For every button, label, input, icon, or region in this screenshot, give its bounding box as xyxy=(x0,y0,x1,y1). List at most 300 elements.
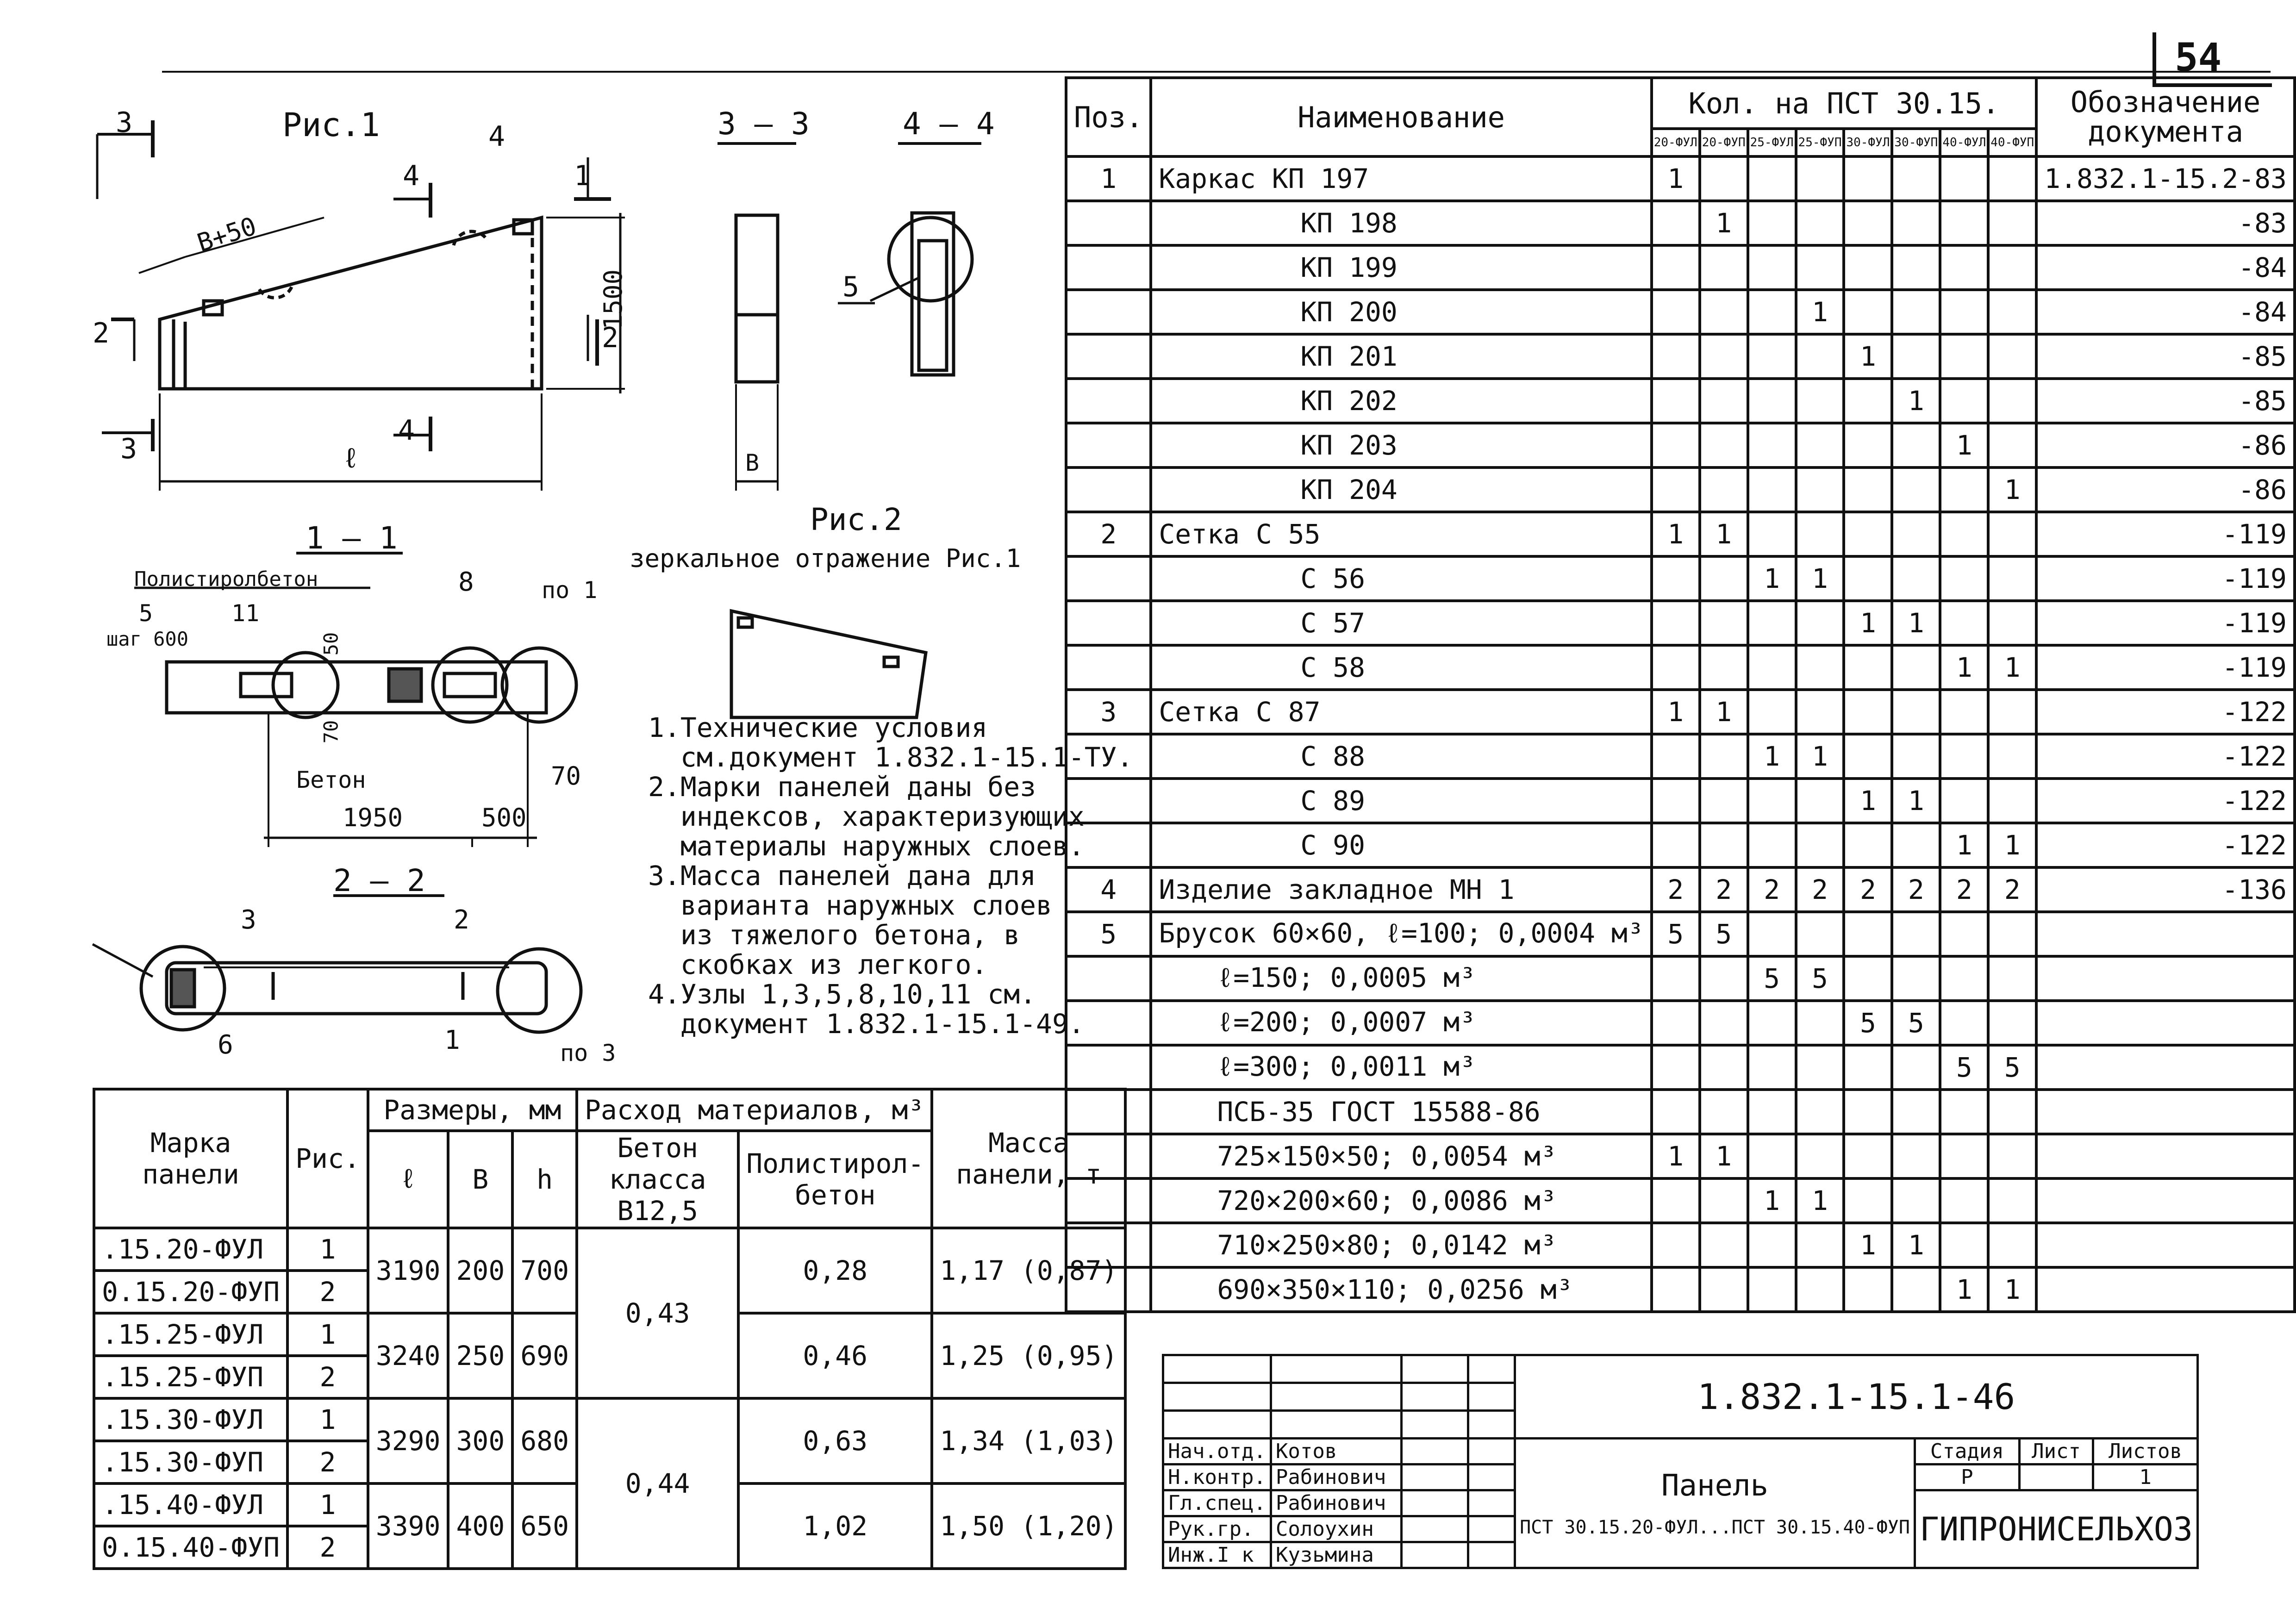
note-line: 4.Узлы 1,3,5,8,10,11 см. xyxy=(648,978,1036,1010)
spec-qty xyxy=(1940,734,1988,779)
org-name: ГИПРОНИСЕЛЬХОЗ xyxy=(1915,1490,2197,1568)
spec-qty xyxy=(1988,512,2036,556)
spec-qty: 1 xyxy=(1700,1134,1748,1178)
spec-qty xyxy=(1652,645,1700,690)
spec-pos: 3 xyxy=(1066,690,1151,734)
spec-pos xyxy=(1066,1045,1151,1090)
spec-qty xyxy=(1988,912,2036,956)
spec-qty: 2 xyxy=(1748,867,1796,912)
spec-row xyxy=(1066,556,2295,601)
spec-qty: 5 xyxy=(1988,1045,2036,1090)
spec-name: КП 202 xyxy=(1151,379,1651,423)
col-h: h xyxy=(512,1131,577,1228)
spec-qty xyxy=(1940,779,1988,823)
dims-poly: 0,28 xyxy=(738,1228,932,1313)
spec-qty xyxy=(1700,1045,1748,1090)
spec-qty xyxy=(1988,423,2036,467)
spec-name: ℓ=200; 0,0007 м³ xyxy=(1151,1001,1651,1045)
spec-qty xyxy=(1892,156,1940,201)
spec-qty xyxy=(1700,1223,1748,1267)
spec-doc: -83 xyxy=(2036,201,2295,245)
dims-concrete: 0,43 xyxy=(577,1228,738,1398)
spec-qty xyxy=(1652,379,1700,423)
spec-qty xyxy=(1940,156,1988,201)
dims-fig: 1 xyxy=(287,1398,368,1441)
spec-qty xyxy=(1844,290,1892,334)
fig1-title: Рис.1 xyxy=(282,106,380,144)
spec-qty xyxy=(1748,512,1796,556)
spec-qty xyxy=(1652,734,1700,779)
spec-qty xyxy=(1700,779,1748,823)
dims-b: 400 xyxy=(448,1483,512,1569)
spec-qty: 1 xyxy=(1748,556,1796,601)
spec-row xyxy=(1066,601,2295,645)
spec-qty xyxy=(1652,601,1700,645)
spec-pos xyxy=(1066,467,1151,512)
fig1-mark-4a: 4 xyxy=(403,160,420,192)
spec-qty xyxy=(1652,290,1700,334)
dims-h: 650 xyxy=(512,1483,577,1569)
spec-name: Изделие закладное МН 1 xyxy=(1151,867,1651,912)
spec-row xyxy=(1066,290,2295,334)
fig1-mark-4b: 4 xyxy=(398,414,415,447)
dims-mark: 0.15.20-ФУП xyxy=(94,1271,287,1313)
spec-qty xyxy=(1988,201,2036,245)
col-mark: Марка панели xyxy=(94,1089,287,1228)
dims-fig: 2 xyxy=(287,1526,368,1569)
dims-row xyxy=(94,1398,1125,1441)
spec-qty xyxy=(1700,601,1748,645)
spec-name: С 89 xyxy=(1151,779,1651,823)
note-line: варианта наружных слоев xyxy=(648,890,1052,921)
tb-cell xyxy=(1468,1411,1515,1439)
spec-doc xyxy=(2036,1001,2295,1045)
spec-qty xyxy=(1940,467,1988,512)
spec-qty: 5 xyxy=(1892,1001,1940,1045)
spec-qty: 1 xyxy=(1988,1267,2036,1312)
dims-b: 200 xyxy=(448,1228,512,1313)
spec-row xyxy=(1066,912,2295,956)
spec-row xyxy=(1066,201,2295,245)
spec-row xyxy=(1066,1267,2295,1312)
spec-qty xyxy=(1748,201,1796,245)
spec-qty xyxy=(1700,334,1748,379)
fig1-dim-1500: 1500 xyxy=(599,269,628,330)
role: Н.контр. xyxy=(1163,1464,1271,1490)
sec22-c2: 2 xyxy=(454,905,469,935)
spec-qty xyxy=(1988,690,2036,734)
spec-qty xyxy=(1940,290,1988,334)
spec-qty xyxy=(1652,1090,1700,1134)
col-sizes: Размеры, мм xyxy=(368,1089,577,1131)
spec-qty: 1 xyxy=(1844,334,1892,379)
title-block xyxy=(1162,1354,2199,1569)
role: Гл.спец. xyxy=(1163,1490,1271,1516)
spec-qty: 1 xyxy=(1844,779,1892,823)
spec-qty xyxy=(1652,423,1700,467)
spec-name: КП 200 xyxy=(1151,290,1651,334)
spec-row xyxy=(1066,379,2295,423)
spec-qty xyxy=(1940,690,1988,734)
sec22-c6: 6 xyxy=(218,1030,233,1060)
spec-qty xyxy=(1892,512,1940,556)
spec-qty xyxy=(1796,423,1844,467)
spec-qty xyxy=(1844,201,1892,245)
dims-mass: 1,25 (0,95) xyxy=(932,1313,1125,1398)
spec-pos xyxy=(1066,734,1151,779)
spec-qty xyxy=(1988,1001,2036,1045)
spec-qty xyxy=(1652,823,1700,867)
spec-doc: -86 xyxy=(2036,467,2295,512)
note-line: 3.Масса панелей дана для xyxy=(648,860,1036,891)
spec-doc: -85 xyxy=(2036,334,2295,379)
spec-qty xyxy=(1700,956,1748,1001)
sheets-label: Листов xyxy=(2093,1439,2198,1464)
spec-qty xyxy=(1796,156,1844,201)
spec-doc xyxy=(2036,1223,2295,1267)
spec-name: С 56 xyxy=(1151,556,1651,601)
spec-qty: 2 xyxy=(1652,867,1700,912)
spec-qty xyxy=(1940,1090,1988,1134)
spec-pos xyxy=(1066,556,1151,601)
tb-cell xyxy=(1468,1383,1515,1411)
spec-row xyxy=(1066,467,2295,512)
spec-qty: 1 xyxy=(1796,734,1844,779)
spec-qty xyxy=(1892,1090,1940,1134)
spec-name: ПСБ-35 ГОСТ 15588-86 xyxy=(1151,1090,1651,1134)
spec-qty xyxy=(1700,1001,1748,1045)
spec-qty xyxy=(1844,512,1892,556)
spec-doc xyxy=(2036,912,2295,956)
spec-qty xyxy=(1844,823,1892,867)
spec-qty xyxy=(1940,379,1988,423)
spec-qty xyxy=(1700,734,1748,779)
spec-qty: 1 xyxy=(1988,467,2036,512)
spec-qty xyxy=(1940,1178,1988,1223)
spec-qty xyxy=(1796,601,1844,645)
spec-qty xyxy=(1748,423,1796,467)
spec-qty xyxy=(1700,645,1748,690)
dims-mark: .15.30-ФУП xyxy=(94,1441,287,1483)
person: Котов xyxy=(1271,1439,1401,1464)
spec-qty xyxy=(1844,1090,1892,1134)
dims-poly: 0,46 xyxy=(738,1313,932,1398)
spec-qty xyxy=(1796,201,1844,245)
spec-qty: 1 xyxy=(1988,823,2036,867)
spec-qty xyxy=(1796,1223,1844,1267)
spec-qty xyxy=(1748,690,1796,734)
spec-qty xyxy=(1844,556,1892,601)
spec-qty xyxy=(1844,734,1892,779)
spec-pos xyxy=(1066,645,1151,690)
spec-qty xyxy=(1700,1267,1748,1312)
tb-cell xyxy=(1163,1355,1271,1383)
spec-pos xyxy=(1066,423,1151,467)
note-line: индексов, характеризующих xyxy=(648,801,1085,832)
sec11-d70a: 70 xyxy=(319,720,343,744)
spec-qty xyxy=(1988,245,2036,290)
spec-qty xyxy=(1892,823,1940,867)
tb-cell xyxy=(1468,1542,1515,1568)
spec-qty xyxy=(1700,1178,1748,1223)
col-qty-sub: 30-ФУЛ xyxy=(1844,129,1892,156)
spec-qty xyxy=(1796,912,1844,956)
person: Кузьмина xyxy=(1271,1542,1401,1568)
col-pos: Поз. xyxy=(1066,78,1151,156)
spec-qty xyxy=(1892,690,1940,734)
spec-name: 725×150×50; 0,0054 м³ xyxy=(1151,1134,1651,1178)
spec-qty: 2 xyxy=(1844,867,1892,912)
spec-qty xyxy=(1844,379,1892,423)
spec-qty xyxy=(1700,156,1748,201)
fig2-subtitle: зеркальное отражение Рис.1 xyxy=(630,544,1021,573)
spec-qty xyxy=(1796,467,1844,512)
spec-qty xyxy=(1796,512,1844,556)
fig1-mark-1a: 1 xyxy=(574,160,591,192)
spec-qty: 1 xyxy=(1988,645,2036,690)
col-b: В xyxy=(448,1131,512,1228)
signature xyxy=(1402,1542,1468,1568)
fig1-dim-l: ℓ xyxy=(343,442,360,474)
dims-fig: 2 xyxy=(287,1356,368,1398)
col-qty-sub: 25-ФУП xyxy=(1796,129,1844,156)
col-qty: Кол. на ПСТ 30.15. xyxy=(1652,78,2036,129)
spec-qty xyxy=(1940,334,1988,379)
spec-name: С 90 xyxy=(1151,823,1651,867)
dims-poly: 0,63 xyxy=(738,1398,932,1483)
spec-pos: 5 xyxy=(1066,912,1151,956)
spec-qty xyxy=(1748,379,1796,423)
spec-qty xyxy=(1892,467,1940,512)
tb-cell xyxy=(1163,1383,1271,1411)
spec-row xyxy=(1066,245,2295,290)
spec-qty xyxy=(1940,1134,1988,1178)
spec-qty xyxy=(1988,556,2036,601)
spec-qty xyxy=(1796,645,1844,690)
fig1-mark-3a: 3 xyxy=(116,106,133,139)
spec-name: Сетка С 87 xyxy=(1151,690,1651,734)
col-qty-sub: 40-ФУЛ xyxy=(1940,129,1988,156)
sec11-c8: 8 xyxy=(458,567,474,597)
spec-name: КП 198 xyxy=(1151,201,1651,245)
note-line: документ 1.832.1-15.1-49. xyxy=(648,1008,1085,1040)
dims-fig: 1 xyxy=(287,1228,368,1271)
spec-qty xyxy=(1844,156,1892,201)
spec-doc: -122 xyxy=(2036,734,2295,779)
spec-qty xyxy=(1748,912,1796,956)
spec-qty: 1 xyxy=(1940,1267,1988,1312)
person: Рабинович xyxy=(1271,1490,1401,1516)
dims-table xyxy=(93,1088,1127,1570)
fig2-title: Рис.2 xyxy=(810,502,902,537)
spec-doc xyxy=(2036,1090,2295,1134)
spec-qty: 1 xyxy=(1652,156,1700,201)
spec-qty: 1 xyxy=(1652,1134,1700,1178)
spec-row xyxy=(1066,512,2295,556)
spec-qty: 1 xyxy=(1796,1178,1844,1223)
spec-name: С 58 xyxy=(1151,645,1651,690)
spec-doc xyxy=(2036,1134,2295,1178)
fig1-mark-3b: 3 xyxy=(120,433,137,465)
sec11-title: 1 — 1 xyxy=(306,520,398,556)
spec-qty: 5 xyxy=(1940,1045,1988,1090)
spec-pos: 2 xyxy=(1066,512,1151,556)
col-concrete: Бетон класса В12,5 xyxy=(577,1131,738,1228)
col-qty-sub: 30-ФУП xyxy=(1892,129,1940,156)
dims-l: 3190 xyxy=(368,1228,449,1313)
spec-name: Каркас КП 197 xyxy=(1151,156,1651,201)
spec-qty xyxy=(1988,601,2036,645)
note-line: 1.Технические условия xyxy=(648,712,988,743)
spec-qty: 1 xyxy=(1796,556,1844,601)
sec33-title: 3 — 3 xyxy=(718,106,810,142)
spec-qty xyxy=(1748,245,1796,290)
dims-mark: .15.40-ФУЛ xyxy=(94,1483,287,1526)
spec-qty xyxy=(1988,1090,2036,1134)
spec-doc: -119 xyxy=(2036,601,2295,645)
spec-qty xyxy=(1844,956,1892,1001)
spec-row xyxy=(1066,1090,2295,1134)
spec-pos xyxy=(1066,956,1151,1001)
spec-pos: 1 xyxy=(1066,156,1151,201)
fig1-panel xyxy=(97,120,628,491)
sec11-polystyrene: Полистиролбетон xyxy=(134,567,318,591)
spec-name: КП 203 xyxy=(1151,423,1651,467)
spec-qty xyxy=(1748,156,1796,201)
spec-qty: 1 xyxy=(1892,1223,1940,1267)
col-l: ℓ xyxy=(368,1131,449,1228)
spec-name: 690×350×110; 0,0256 м³ xyxy=(1151,1267,1651,1312)
spec-qty xyxy=(1940,245,1988,290)
spec-qty xyxy=(1652,779,1700,823)
spec-qty xyxy=(1652,1001,1700,1045)
sheets-value: 1 xyxy=(2093,1464,2198,1490)
spec-qty xyxy=(1796,1001,1844,1045)
person: Солоухин xyxy=(1271,1516,1401,1542)
fig1-dim-b50: В+50 xyxy=(193,211,260,258)
spec-qty: 5 xyxy=(1748,956,1796,1001)
spec-name: Сетка С 55 xyxy=(1151,512,1651,556)
sec22-drawing xyxy=(93,896,581,1032)
spec-qty: 2 xyxy=(1796,867,1844,912)
spec-qty xyxy=(1892,1134,1940,1178)
spec-doc xyxy=(2036,1178,2295,1223)
sec11-concrete: Бетон xyxy=(296,766,366,793)
spec-qty xyxy=(1796,1045,1844,1090)
spec-qty xyxy=(1844,912,1892,956)
spec-name: С 88 xyxy=(1151,734,1651,779)
spec-doc: -122 xyxy=(2036,690,2295,734)
item-cell xyxy=(1515,1439,1915,1568)
spec-qty xyxy=(1988,334,2036,379)
spec-row xyxy=(1066,1178,2295,1223)
spec-doc: -85 xyxy=(2036,379,2295,423)
spec-qty xyxy=(1892,290,1940,334)
spec-doc xyxy=(2036,1045,2295,1090)
spec-row xyxy=(1066,156,2295,201)
tb-cell xyxy=(1402,1411,1468,1439)
spec-doc: -84 xyxy=(2036,245,2295,290)
col-qty-sub: 20-ФУЛ xyxy=(1652,129,1700,156)
spec-qty xyxy=(1988,1223,2036,1267)
spec-qty xyxy=(1796,1134,1844,1178)
col-fig: Рис. xyxy=(287,1089,368,1228)
spec-qty: 1 xyxy=(1892,779,1940,823)
role: Инж.I к xyxy=(1163,1542,1271,1568)
dims-mass: 1,17 (0,87) xyxy=(932,1228,1125,1313)
spec-qty xyxy=(1748,601,1796,645)
sec44-title: 4 — 4 xyxy=(903,106,995,142)
col-doc: Обозначение документа xyxy=(2036,78,2295,156)
dims-row xyxy=(94,1228,1125,1271)
item-name: Панель xyxy=(1661,1468,1769,1503)
spec-qty: 1 xyxy=(1700,512,1748,556)
spec-qty xyxy=(1844,245,1892,290)
spec-qty xyxy=(1748,1045,1796,1090)
spec-qty xyxy=(1940,556,1988,601)
sec11-d70b: 70 xyxy=(551,761,581,791)
tb-cell xyxy=(1271,1355,1401,1383)
dims-fig: 2 xyxy=(287,1271,368,1313)
spec-qty: 1 xyxy=(1652,512,1700,556)
spec-qty xyxy=(1748,779,1796,823)
col-qty-sub: 40-ФУП xyxy=(1988,129,2036,156)
spec-row xyxy=(1066,334,2295,379)
spec-pos xyxy=(1066,245,1151,290)
tb-cell xyxy=(1468,1355,1515,1383)
tb-cell xyxy=(1271,1411,1401,1439)
fig1-mark-2b: 2 xyxy=(602,322,619,354)
spec-qty xyxy=(1796,690,1844,734)
spec-qty xyxy=(1988,1134,2036,1178)
spec-qty xyxy=(1748,1001,1796,1045)
signature xyxy=(1402,1439,1468,1464)
dims-mark: .15.30-ФУЛ xyxy=(94,1398,287,1441)
spec-qty xyxy=(1892,201,1940,245)
spec-qty xyxy=(1700,823,1748,867)
spec-pos xyxy=(1066,334,1151,379)
spec-row xyxy=(1066,823,2295,867)
dims-b: 300 xyxy=(448,1398,512,1483)
spec-qty xyxy=(1940,1001,1988,1045)
sec11-c11: 11 xyxy=(231,600,260,627)
spec-doc: -136 xyxy=(2036,867,2295,912)
spec-row xyxy=(1066,645,2295,690)
role: Нач.отд. xyxy=(1163,1439,1271,1464)
spec-qty xyxy=(1700,245,1748,290)
spec-row xyxy=(1066,690,2295,734)
spec-row xyxy=(1066,1134,2295,1178)
spec-qty xyxy=(1988,156,2036,201)
spec-qty xyxy=(1988,779,2036,823)
sec33-dim-b: В xyxy=(745,449,760,476)
spec-pos xyxy=(1066,379,1151,423)
spec-pos xyxy=(1066,779,1151,823)
dims-mass: 1,50 (1,20) xyxy=(932,1483,1125,1569)
note-line: 2.Марки панелей даны без xyxy=(648,771,1036,803)
spec-qty xyxy=(1748,1090,1796,1134)
signature xyxy=(1402,1490,1468,1516)
spec-qty: 1 xyxy=(1700,690,1748,734)
spec-row xyxy=(1066,1001,2295,1045)
dims-poly: 1,02 xyxy=(738,1483,932,1569)
spec-qty xyxy=(1892,1178,1940,1223)
tb-cell xyxy=(1163,1411,1271,1439)
spec-qty xyxy=(1748,1134,1796,1178)
spec-qty: 1 xyxy=(1844,1223,1892,1267)
spec-qty xyxy=(1940,912,1988,956)
spec-name: 710×250×80; 0,0142 м³ xyxy=(1151,1223,1651,1267)
